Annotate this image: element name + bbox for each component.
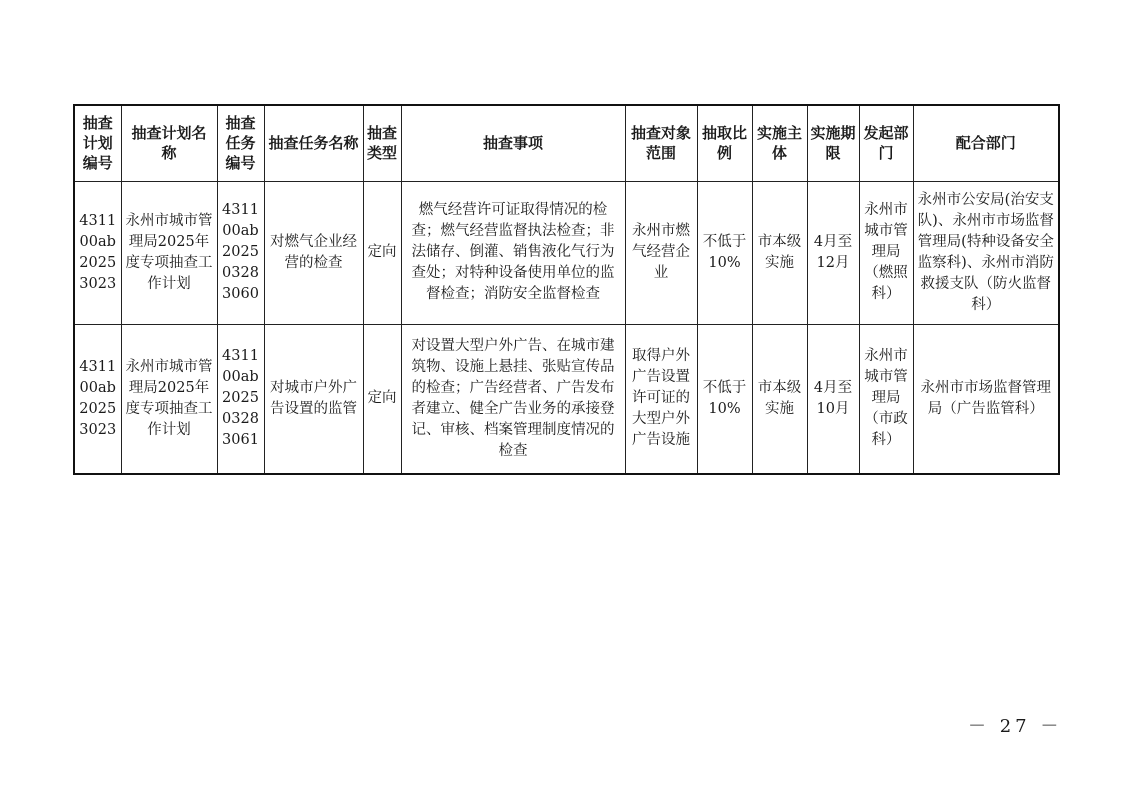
plan-number-cell: 431100ab20253023: [74, 324, 121, 474]
header-cell: 抽查类型: [363, 105, 401, 181]
initiator-cell: 永州市城市管理局（市政科）: [859, 324, 913, 474]
task-number-cell: 431100ab202503283060: [217, 181, 264, 324]
executor-cell: 市本级实施: [752, 324, 807, 474]
items-cell: 燃气经营许可证取得情况的检查；燃气经营监督执法检查；非法储存、倒灌、销售液化气行为查处；对特种设备使用单位的监督检查；消防安全监督检查: [401, 181, 625, 324]
table-row: [74, 324, 1059, 474]
partners-cell: 永州市公安局(治安支队)、永州市市场监督管理局(特种设备安全监察科)、永州市消防救援支队（防火监督科）: [913, 181, 1059, 324]
header-cell: 配合部门: [913, 105, 1059, 181]
page-number: － 27 －: [968, 716, 1063, 737]
ratio-cell: 不低于10%: [697, 324, 752, 474]
inspection-plan-table: [73, 104, 1060, 475]
scope-cell: 永州市燃气经营企业: [625, 181, 697, 324]
items-cell: 对设置大型户外广告、在城市建筑物、设施上悬挂、张贴宣传品的检查；广告经营者、广告发布者建立、健全广告业务的承接登记、审核、档案管理制度情况的检查: [401, 324, 625, 474]
plan-name-cell: 永州市城市管理局2025年度专项抽查工作计划: [121, 324, 217, 474]
type-cell: 定向: [363, 181, 401, 324]
header-cell: 抽查计划编号: [74, 105, 121, 181]
table-row: [74, 181, 1059, 324]
header-cell: 实施期限: [807, 105, 859, 181]
header-cell: 抽查对象范围: [625, 105, 697, 181]
header-cell: 抽查任务编号: [217, 105, 264, 181]
initiator-cell: 永州市城市管理局（燃照科）: [859, 181, 913, 324]
plan-name-cell: 永州市城市管理局2025年度专项抽查工作计划: [121, 181, 217, 324]
task-name-cell: 对城市户外广告设置的监管: [264, 324, 363, 474]
scope-cell: 取得户外广告设置许可证的大型户外广告设施: [625, 324, 697, 474]
task-name-cell: 对燃气企业经营的检查: [264, 181, 363, 324]
table-header-row: [74, 105, 1059, 181]
partners-cell: 永州市市场监督管理局（广告监管科）: [913, 324, 1059, 474]
executor-cell: 市本级实施: [752, 181, 807, 324]
header-cell: 发起部门: [859, 105, 913, 181]
ratio-cell: 不低于10%: [697, 181, 752, 324]
plan-number-cell: 431100ab20253023: [74, 181, 121, 324]
type-cell: 定向: [363, 324, 401, 474]
task-number-cell: 431100ab202503283061: [217, 324, 264, 474]
header-cell: 抽查事项: [401, 105, 625, 181]
header-cell: 抽查计划名称: [121, 105, 217, 181]
header-cell: 实施主体: [752, 105, 807, 181]
period-cell: 4月至12月: [807, 181, 859, 324]
period-cell: 4月至10月: [807, 324, 859, 474]
header-cell: 抽查任务名称: [264, 105, 363, 181]
header-cell: 抽取比例: [697, 105, 752, 181]
